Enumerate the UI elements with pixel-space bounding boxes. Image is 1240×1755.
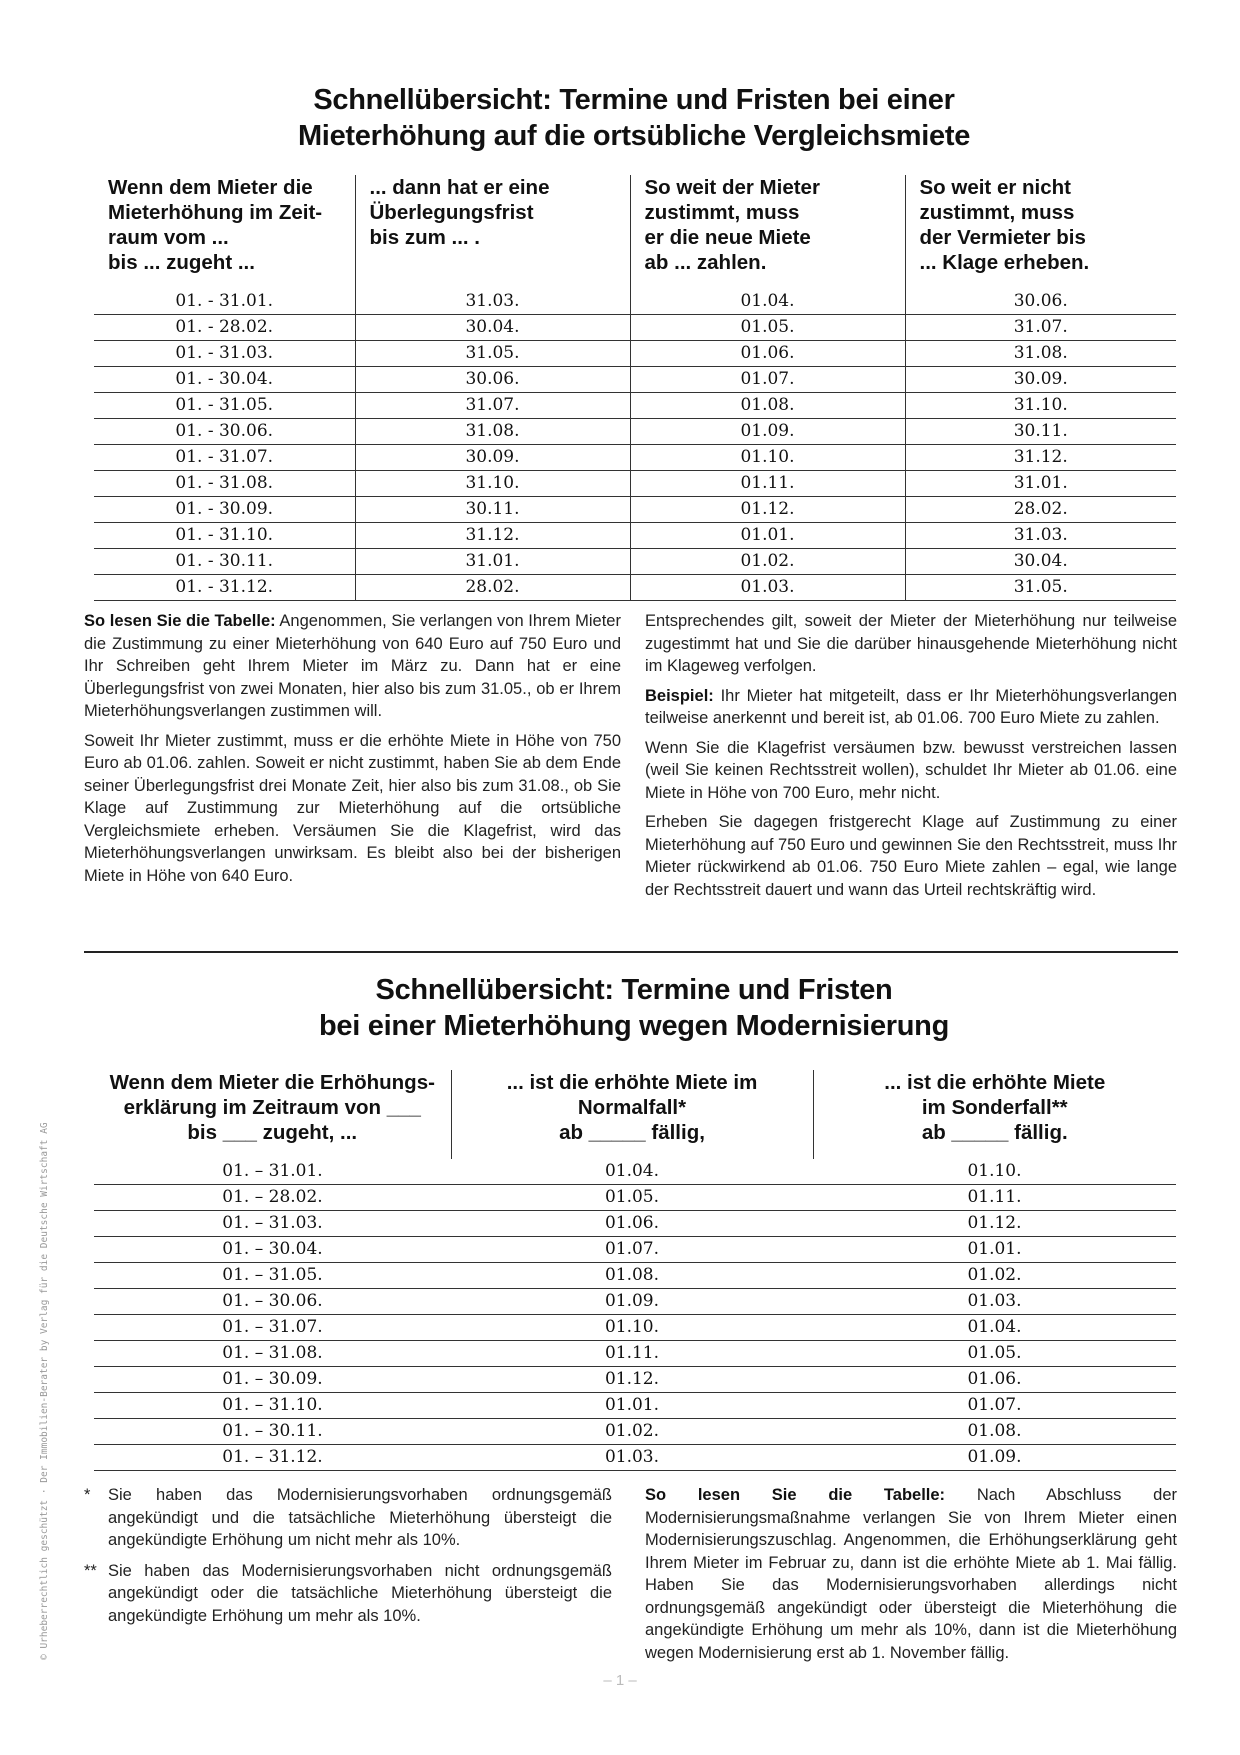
column-header-4 [905, 175, 1176, 289]
table-cell: 01. - 31.03. [94, 341, 355, 367]
table-row [94, 289, 1176, 315]
table-body [94, 1159, 1176, 1471]
table-cell: 01.10. [813, 1159, 1176, 1185]
table-cell: 31.01. [355, 549, 630, 575]
table-cell: 01. – 31.01. [94, 1159, 451, 1185]
column-header-line: ... ist die erhöhte Miete [884, 1071, 1106, 1094]
column-header-line: Wenn dem Mieter die Erhöhungs- [109, 1071, 435, 1094]
right-p4: Erheben Sie dagegen fristgerecht Klage auf Zustimmung zu einer Mieterhöhung auf 750 Euro und gewinnen Sie den Rechtsstreit, muss Ihr Mieter rückwirkend ab 01.06. 750 Euro Miete zahlen – egal, wie lange der Rechtsstreit dauert und wann das Urteil rechtskräftig wird. [645, 813, 1177, 899]
column-header-line: zustimmt, muss [919, 201, 1075, 224]
table-row [94, 367, 1176, 393]
table-cell: 28.02. [905, 497, 1176, 523]
table-modernisierung [94, 1070, 1176, 1471]
reading-guide-2-text: Nach Abschluss der Modernisierungsmaßnahme verlangen Sie von Ihrem Mieter einen Modernisierungszuschlag. Angenommen, die Erhöhungserklärung geht Ihrem Mieter im Februar zu, dann ist die erhöhte Miete ab 1. Mai fällig. Haben Sie das Modernisierungsvorhaben allerdings nicht ordnungsgemäß angekündigt oder übersteigt die Mieterhöhung die angekündigte Erhöhung um mehr als 10%, dann ist die Mieterhöhung wegen Modernisierung erst ab 1. November fällig. [645, 1486, 1177, 1662]
table-cell: 01. - 30.06. [94, 419, 355, 445]
column-header-line: bis ... zugeht ... [108, 251, 255, 274]
table-cell: 01.12. [630, 497, 905, 523]
table-row [94, 1211, 1176, 1237]
table-row [94, 1367, 1176, 1393]
column-header-line: er die neue Miete [644, 226, 811, 249]
table-cell: 01.09. [813, 1445, 1176, 1471]
copyright-note: © Urheberrechtlich geschützt · Der Immobilien-Berater by Verlag für die Deutsche Wirtschaft AG [39, 1122, 50, 1660]
table-cell: 01.09. [630, 419, 905, 445]
table-cell: 30.04. [905, 549, 1176, 575]
table-cell: 01.07. [451, 1237, 813, 1263]
table-row [94, 1263, 1176, 1289]
table-cell: 01.07. [630, 367, 905, 393]
table-cell: 01.03. [813, 1289, 1176, 1315]
table-row [94, 471, 1176, 497]
column-header-line: ... Klage erheben. [919, 251, 1090, 274]
reading-guide-2-lead: So lesen Sie die Tabelle: [645, 1486, 946, 1504]
table-cell: 31.08. [355, 419, 630, 445]
table-cell: 01.04. [630, 289, 905, 315]
table-vergleichsmiete [94, 175, 1176, 601]
table-cell: 30.06. [905, 289, 1176, 315]
table-cell: 01. – 31.05. [94, 1263, 451, 1289]
table-cell: 30.09. [355, 445, 630, 471]
table-row [94, 1237, 1176, 1263]
table-cell: 01.08. [813, 1419, 1176, 1445]
table-cell: 01. - 31.12. [94, 575, 355, 601]
table-cell: 01. – 31.12. [94, 1445, 451, 1471]
column-header-line: raum vom ... [108, 226, 229, 249]
column-header-line: So weit er nicht [919, 176, 1071, 199]
column-header-line: So weit der Mieter [644, 176, 820, 199]
table-cell: 01. - 31.10. [94, 523, 355, 549]
table-cell: 01. - 30.11. [94, 549, 355, 575]
table-cell: 01. - 31.07. [94, 445, 355, 471]
footnote-2 [84, 1560, 612, 1628]
table-cell: 30.11. [355, 497, 630, 523]
table-cell: 31.12. [355, 523, 630, 549]
column-header-line: ab _____ fällig. [921, 1121, 1068, 1144]
table-cell: 01. – 30.06. [94, 1289, 451, 1315]
table-cell: 01. – 30.09. [94, 1367, 451, 1393]
table-cell: 01. – 28.02. [94, 1185, 451, 1211]
table-cell: 01. – 31.08. [94, 1341, 451, 1367]
column-header-2 [451, 1070, 813, 1159]
table-cell: 01.11. [630, 471, 905, 497]
table-cell: 01. - 30.09. [94, 497, 355, 523]
table-row [94, 445, 1176, 471]
table-cell: 01.01. [451, 1393, 813, 1419]
column-header-line: im Sonderfall** [921, 1096, 1068, 1119]
table-cell: 01.07. [813, 1393, 1176, 1419]
table-row [94, 393, 1176, 419]
table-cell: 31.12. [905, 445, 1176, 471]
section2-title [94, 972, 1174, 1044]
table-cell: 01.10. [630, 445, 905, 471]
column-header-line: Normalfall* [577, 1096, 687, 1119]
table-cell: 01.02. [813, 1263, 1176, 1289]
column-header-line: ... ist die erhöhte Miete im [506, 1071, 758, 1094]
table-cell: 01.08. [451, 1263, 813, 1289]
footnote-mark: * [84, 1486, 91, 1504]
table-cell: 01.02. [451, 1419, 813, 1445]
table-cell: 31.03. [355, 289, 630, 315]
table-cell: 31.05. [355, 341, 630, 367]
reading-guide-right [645, 610, 1177, 908]
table-cell: 01. - 28.02. [94, 315, 355, 341]
column-header-line: erklärung im Zeitraum von ___ [123, 1096, 421, 1119]
column-header-3 [813, 1070, 1176, 1159]
column-header-line: zustimmt, muss [644, 201, 800, 224]
table-cell: 01. – 31.10. [94, 1393, 451, 1419]
table-cell: 01.01. [813, 1237, 1176, 1263]
table-cell: 01.10. [451, 1315, 813, 1341]
section-divider [84, 951, 1178, 953]
table-cell: 01.04. [813, 1315, 1176, 1341]
table-header-row [94, 175, 1176, 289]
reading-guide-left [84, 610, 621, 894]
column-header-line: bis zum ... . [369, 226, 480, 249]
table-cell: 01.06. [630, 341, 905, 367]
example-text: Ihr Mieter hat mitgeteilt, dass er Ihr Mieterhöhungsverlangen teilweise anerkennt und bereit ist, ab 01.06. 700 Euro Miete zu zahlen. [645, 686, 1177, 727]
table-cell: 01.08. [630, 393, 905, 419]
table-cell: 01.04. [451, 1159, 813, 1185]
table-row [94, 1445, 1176, 1471]
table-cell: 01. – 30.11. [94, 1419, 451, 1445]
table-row [94, 341, 1176, 367]
reading-guide-2-p [645, 1484, 1177, 1664]
column-header-line: Wenn dem Mieter die [108, 176, 313, 199]
table-row [94, 575, 1176, 601]
column-header-line: ab ... zahlen. [644, 251, 767, 274]
example-lead: Beispiel: [645, 686, 714, 705]
table-cell: 31.07. [905, 315, 1176, 341]
table-cell: 01.09. [451, 1289, 813, 1315]
column-header-line: Mieterhöhung im Zeit- [108, 201, 323, 224]
reading-guide-lead: So lesen Sie die Tabelle: [84, 612, 276, 630]
table-cell: 01.12. [813, 1211, 1176, 1237]
table-cell: 01.06. [813, 1367, 1176, 1393]
table-row [94, 497, 1176, 523]
table-cell: 01. - 31.08. [94, 471, 355, 497]
table-cell: 31.07. [355, 393, 630, 419]
table-cell: 31.08. [905, 341, 1176, 367]
page-number: – 1 – [603, 1672, 637, 1689]
table-cell: 01. – 31.07. [94, 1315, 451, 1341]
table-cell: 01.12. [451, 1367, 813, 1393]
column-header-2 [355, 175, 630, 289]
footnotes [84, 1484, 612, 1635]
column-header-line: ab _____ fällig, [559, 1121, 705, 1144]
column-header-line: der Vermieter bis [919, 226, 1086, 249]
section1-title-line2: Mieterhöhung auf die ortsübliche Vergleichsmiete [297, 120, 971, 152]
column-header-line: ... dann hat er eine [369, 176, 550, 199]
right-p3: Wenn Sie die Klagefrist versäumen bzw. bewusst verstreichen lassen (weil Sie keinen Rechtsstreit wollen), schuldet Ihr Mieter ab 01.06. eine Miete in Höhe von 700 Euro, mehr nicht. [645, 738, 1177, 802]
table-cell: 31.03. [905, 523, 1176, 549]
reading-guide-text-1: Angenommen, Sie verlangen von Ihrem Mieter die Zustimmung zu einer Mieterhöhung von 640 Euro auf 750 Euro und Ihr Schreiben geht Ihrem Mieter im März zu. Dann hat er eine Überlegungsfrist von zwei Monaten, hier also bis zum 31.05., ob er Ihrem Mieterhöhungsverlangen zustimmen will. [84, 612, 621, 720]
column-header-1 [94, 175, 355, 289]
table-row [94, 1419, 1176, 1445]
table-row [94, 1315, 1176, 1341]
table-cell: 30.04. [355, 315, 630, 341]
table-cell: 31.10. [355, 471, 630, 497]
table-cell: 31.10. [905, 393, 1176, 419]
table-cell: 01.11. [451, 1341, 813, 1367]
table-body [94, 289, 1176, 601]
section2-title-line2: bei einer Mieterhöhung wegen Modernisierung [319, 1010, 949, 1042]
table-row [94, 419, 1176, 445]
table-cell: 01.02. [630, 549, 905, 575]
reading-guide-p1 [84, 610, 621, 723]
footnote-text: Sie haben das Modernisierungsvorhaben ordnungsgemäß angekündigt und die tatsächliche Mieterhöhung übersteigt die angekündigte Erhöhung um nicht mehr als 10%. [108, 1486, 612, 1549]
footnote-mark: ** [84, 1561, 97, 1580]
table-row [94, 315, 1176, 341]
table-cell: 30.09. [905, 367, 1176, 393]
table-cell: 30.06. [355, 367, 630, 393]
section1-title-line1: Schnellübersicht: Termine und Fristen bei einer [313, 84, 955, 116]
reading-guide-2 [645, 1484, 1177, 1671]
table-cell: 01.03. [451, 1445, 813, 1471]
footnote-text: Sie haben das Modernisierungsvorhaben nicht ordnungsgemäß angekündigt oder die tatsächliche Mieterhöhung übersteigt die angekündigte Erhöhung um mehr als 10%. [108, 1561, 612, 1625]
column-header-3 [630, 175, 905, 289]
section2-title-line1: Schnellübersicht: Termine und Fristen [375, 974, 893, 1006]
column-header-line: Überlegungsfrist [369, 201, 534, 224]
table-row [94, 1185, 1176, 1211]
reading-guide-p2: Soweit Ihr Mieter zustimmt, muss er die erhöhte Miete in Höhe von 750 Euro ab 01.06. zahlen. Soweit er nicht zustimmt, haben Sie ab dem Ende seiner Überlegungsfrist drei Monate Zeit, hier also bis zum 31.08., ob Sie Klage auf Zustimmung zur Mieterhöhung auf die ortsübliche Vergleichsmiete erheben. Versäumen Sie die Klagefrist, wird das Mieterhöhungsverlangen unwirksam. Es bleibt also bei der bisherigen Miete in Höhe von 640 Euro. [84, 731, 621, 885]
table-row [94, 523, 1176, 549]
table-cell: 01. – 30.04. [94, 1237, 451, 1263]
table-cell: 01. – 31.03. [94, 1211, 451, 1237]
table-cell: 01.05. [813, 1341, 1176, 1367]
table-row [94, 1341, 1176, 1367]
table-cell: 30.11. [905, 419, 1176, 445]
table-row [94, 549, 1176, 575]
column-header-line: bis ___ zugeht, ... [187, 1121, 358, 1144]
table-cell: 28.02. [355, 575, 630, 601]
table-cell: 01.03. [630, 575, 905, 601]
table-cell: 01.11. [813, 1185, 1176, 1211]
table-cell: 01. - 31.01. [94, 289, 355, 315]
table-row [94, 1289, 1176, 1315]
right-p1: Entsprechendes gilt, soweit der Mieter der Mieterhöhung nur teilweise zugestimmt hat und Sie die darüber hinausgehende Mieterhöhung nicht im Klageweg verfolgen. [645, 612, 1177, 675]
table-cell: 31.05. [905, 575, 1176, 601]
table-cell: 01.05. [630, 315, 905, 341]
table-cell: 01.05. [451, 1185, 813, 1211]
right-p2 [645, 685, 1177, 730]
table-cell: 01.01. [630, 523, 905, 549]
column-header-1 [94, 1070, 451, 1159]
table-row [94, 1159, 1176, 1185]
footnote-1 [84, 1484, 612, 1552]
section1-title [94, 82, 1174, 154]
table-cell: 01.06. [451, 1211, 813, 1237]
table-header-row [94, 1070, 1176, 1159]
table-cell: 31.01. [905, 471, 1176, 497]
table-cell: 01. - 31.05. [94, 393, 355, 419]
table-row [94, 1393, 1176, 1419]
table-cell: 01. - 30.04. [94, 367, 355, 393]
